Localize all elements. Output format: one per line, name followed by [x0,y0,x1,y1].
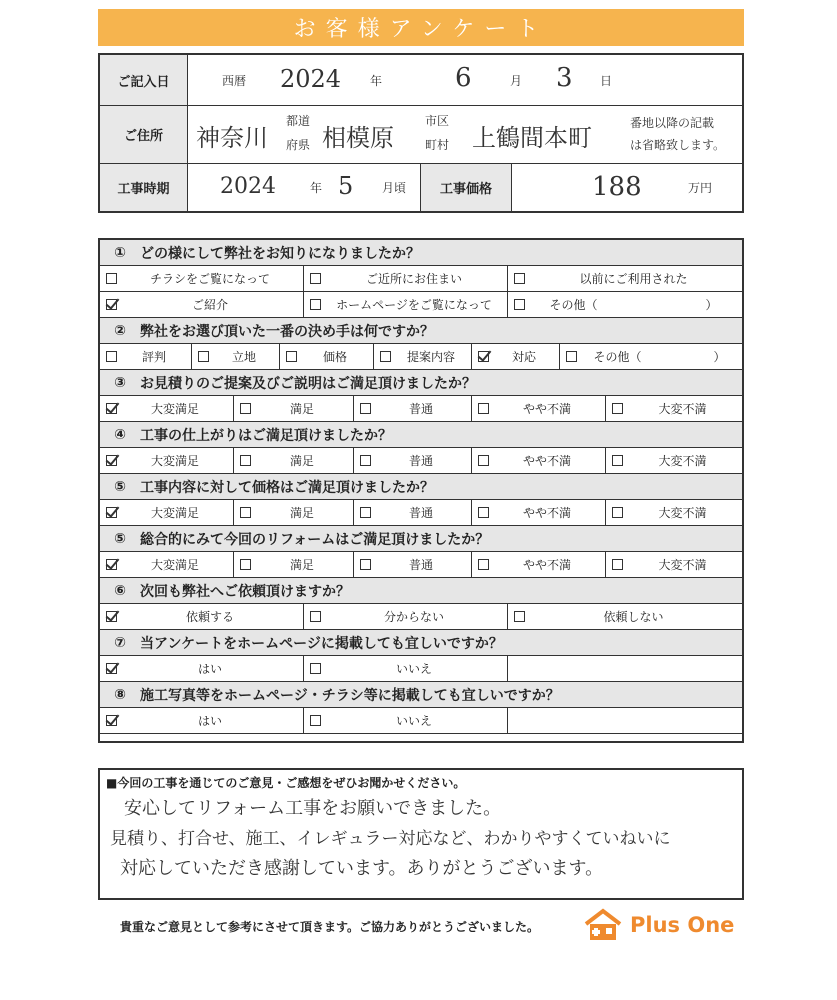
option-label: 満足 [289,558,314,572]
checked-checkbox[interactable] [106,507,117,518]
checked-checkbox[interactable] [106,403,117,414]
option-cell[interactable] [606,448,742,473]
option-label: 立地 [231,350,256,364]
year-value[interactable]: 2024 [280,65,342,93]
checkbox[interactable] [612,455,623,466]
checkbox[interactable] [612,559,623,570]
option-label: 普通 [408,454,433,468]
option-label: 普通 [408,506,433,520]
option-row [100,266,742,292]
option-label: 大変不満 [658,402,707,416]
checkbox[interactable] [514,299,525,310]
month-value[interactable]: 6 [455,63,472,93]
period-month-value[interactable]: 5 [338,172,354,200]
option-label: 対応 [511,350,536,364]
checkbox[interactable] [478,559,489,570]
option-row [100,708,742,734]
footer-note: 貴重なご意見として参考にさせて頂きます。ご協力ありがとうございました。 [120,920,540,934]
option-cell[interactable] [508,266,742,291]
option-label: やや不満 [522,402,571,416]
option-label: ホームページをご覧になって [336,298,492,312]
checked-checkbox[interactable] [478,351,489,362]
checkbox[interactable] [310,611,321,622]
survey-questions [98,238,744,743]
question-text: 弊社をお選び頂いた一番の決め手は何ですか？ [140,323,434,340]
option-cell[interactable] [234,552,354,577]
checkbox[interactable] [478,507,489,518]
brand-logo [582,908,734,942]
brand-name: Plus One [630,913,735,937]
option-row [100,552,742,578]
checked-checkbox[interactable] [106,299,117,310]
option-label: 評判 [141,350,166,364]
prefecture-value[interactable]: 神奈川 [196,124,268,152]
option-label: ご紹介 [191,298,228,312]
price-label: 工事価格 [420,164,512,211]
question-text: 工事の仕上がりはご満足頂けましたか？ [140,427,392,444]
option-cell[interactable] [606,552,742,577]
question-header [100,630,742,656]
option-label: 満足 [289,506,314,520]
address-row [100,106,742,164]
checkbox[interactable] [478,455,489,466]
option-label: チラシをご覧になって [149,272,270,286]
option-label: やや不満 [522,506,571,520]
comments-heading: ■今回の工事を通じてのご意見・ご感想をぜひお聞かせください。 [106,776,466,790]
option-cell[interactable] [472,552,606,577]
house-plus-icon [582,908,624,942]
option-cell[interactable] [304,604,508,629]
question-header [100,240,742,266]
question-header [100,578,742,604]
option-cell[interactable] [374,344,472,369]
question-header [100,682,742,708]
date-label: ご記入日 [100,55,188,105]
option-cell[interactable] [280,344,374,369]
option-label: いいえ [395,714,432,728]
option-label: 大変満足 [150,506,199,520]
period-year-unit: 年 [310,181,323,195]
option-label: やや不満 [522,454,571,468]
option-row [100,292,742,318]
year-unit: 年 [370,74,383,88]
comment-line[interactable]: 安心してリフォーム工事をお願いできました。 [124,798,502,819]
checkbox[interactable] [106,351,117,362]
option-label: 依頼する [185,610,234,624]
question-text: どの様にして弊社をお知りになりましたか？ [140,245,420,262]
option-label: 価格 [322,350,347,364]
checkbox[interactable] [286,351,297,362]
option-label: 満足 [289,402,314,416]
day-unit: 日 [600,74,613,88]
option-cell [508,656,742,681]
option-cell[interactable] [100,396,234,421]
checkbox[interactable] [566,351,577,362]
checkbox[interactable] [612,507,623,518]
checked-checkbox[interactable] [106,663,117,674]
option-cell[interactable] [234,500,354,525]
option-label: 大変満足 [150,454,199,468]
question-header [100,422,742,448]
option-label: 普通 [408,402,433,416]
checkbox[interactable] [478,403,489,414]
checkbox[interactable] [360,507,371,518]
checkbox[interactable] [106,273,117,284]
option-row [100,656,742,682]
option-cell[interactable] [100,604,304,629]
option-label: 大変満足 [150,402,199,416]
question-text: 工事内容に対して価格はご満足頂けましたか？ [140,479,434,496]
question-header [100,474,742,500]
checkbox[interactable] [360,559,371,570]
question-text: 総合的にみて今回のリフォームはご満足頂けましたか？ [140,531,490,548]
option-row [100,448,742,474]
option-cell[interactable] [606,500,742,525]
option-cell[interactable] [192,344,280,369]
option-row [100,604,742,630]
question-header [100,318,742,344]
day-value[interactable]: 3 [556,63,573,93]
checked-checkbox[interactable] [106,559,117,570]
option-cell[interactable] [560,344,742,369]
question-number: ⑤ [114,530,126,547]
option-cell[interactable] [100,656,304,681]
option-label: やや不満 [522,558,571,572]
option-cell[interactable] [354,552,472,577]
option-cell[interactable] [304,708,508,733]
city-value[interactable]: 相模原 [322,124,394,152]
option-label: 普通 [408,558,433,572]
period-label: 工事時期 [100,164,188,211]
option-cell[interactable] [100,266,304,291]
question-number: ② [114,322,126,339]
checked-checkbox[interactable] [106,455,117,466]
option-cell[interactable] [472,448,606,473]
option-cell[interactable] [100,448,234,473]
option-cell[interactable] [234,396,354,421]
option-cell[interactable] [100,708,304,733]
option-label: いいえ [395,662,432,676]
price-unit: 万円 [688,181,713,195]
info-table [98,53,744,213]
option-cell[interactable] [234,448,354,473]
period-year-value[interactable]: 2024 [220,174,276,199]
checkbox[interactable] [240,559,251,570]
option-cell[interactable] [304,266,508,291]
option-label: 満足 [289,454,314,468]
address-note-1: 番地以降の記載 [630,116,715,130]
checkbox[interactable] [198,351,209,362]
option-cell [508,708,742,733]
option-row [100,500,742,526]
option-row [100,396,742,422]
question-text: 当アンケートをホームページに掲載しても宜しいですか？ [140,635,503,652]
option-label: 大変満足 [150,558,199,572]
survey-title: お客様アンケート [98,9,744,46]
option-cell[interactable] [354,500,472,525]
option-cell[interactable] [354,448,472,473]
checkbox[interactable] [310,663,321,674]
question-number: ⑧ [114,686,126,703]
option-label: 依頼しない [603,610,664,624]
option-label: はい [197,714,222,728]
question-text: 施工写真等をホームページ・チラシ等に掲載しても宜しいですか？ [140,687,560,704]
question-number: ③ [114,374,126,391]
option-cell[interactable] [508,604,742,629]
date-row [100,55,742,106]
checkbox[interactable] [310,299,321,310]
option-label: 分からない [383,610,444,624]
option-cell[interactable] [472,344,560,369]
option-label: はい [197,662,222,676]
checked-checkbox[interactable] [106,715,117,726]
question-number: ⑤ [114,478,126,495]
question-number: ④ [114,426,126,443]
option-cell[interactable] [304,292,508,317]
question-text: お見積りのご提案及びご説明はご満足頂けましたか？ [140,375,476,392]
option-cell[interactable] [472,396,606,421]
comment-line[interactable]: 見積り、打合せ、施工、イレギュラー対応など、わかりやすくていねいに [110,829,671,849]
option-cell[interactable] [100,552,234,577]
checked-checkbox[interactable] [106,611,117,622]
checkbox[interactable] [514,611,525,622]
checkbox[interactable] [240,455,251,466]
price-value[interactable]: 188 [592,172,642,202]
comment-line[interactable]: 対応していただき感謝しています。ありがとうございます。 [120,858,604,879]
option-cell[interactable] [100,500,234,525]
period-row [100,164,742,211]
option-cell[interactable] [508,292,742,317]
option-label: 大変不満 [658,454,707,468]
address-note-2: は省略致します。 [630,138,726,152]
era-label: 西暦 [222,74,247,88]
question-header [100,526,742,552]
option-label: 大変不満 [658,506,707,520]
town-value[interactable]: 上鶴間本町 [472,124,592,152]
period-month-unit: 月頃 [382,181,407,195]
city-unit-bottom: 町村 [425,138,450,152]
checkbox[interactable] [240,403,251,414]
prefecture-unit-bottom: 府県 [286,138,311,152]
question-text: 次回も弊社へご依頼頂けますか？ [140,583,350,600]
month-unit: 月 [510,74,523,88]
option-label: ご近所にお住まい [365,272,462,286]
checkbox[interactable] [612,403,623,414]
question-number: ⑥ [114,582,126,599]
option-cell[interactable] [354,396,472,421]
comments-box [98,768,744,900]
option-label: 提案内容 [406,350,455,364]
checkbox[interactable] [310,273,321,284]
city-unit-top: 市区 [425,114,450,128]
option-label: その他（ ） [593,350,726,364]
checkbox[interactable] [360,403,371,414]
checkbox[interactable] [310,715,321,726]
question-header [100,370,742,396]
checkbox[interactable] [360,455,371,466]
option-cell[interactable] [100,292,304,317]
checkbox[interactable] [240,507,251,518]
option-row [100,344,742,370]
option-cell[interactable] [606,396,742,421]
option-cell[interactable] [304,656,508,681]
option-cell[interactable] [472,500,606,525]
option-cell[interactable] [100,344,192,369]
option-label: その他（ ） [549,298,718,312]
checkbox[interactable] [514,273,525,284]
question-number: ① [114,244,126,261]
address-label: ご住所 [100,106,188,163]
checkbox[interactable] [380,351,391,362]
prefecture-unit-top: 都道 [286,114,311,128]
option-label: 大変不満 [658,558,707,572]
option-label: 以前にご利用された [579,272,688,286]
question-number: ⑦ [114,634,126,651]
